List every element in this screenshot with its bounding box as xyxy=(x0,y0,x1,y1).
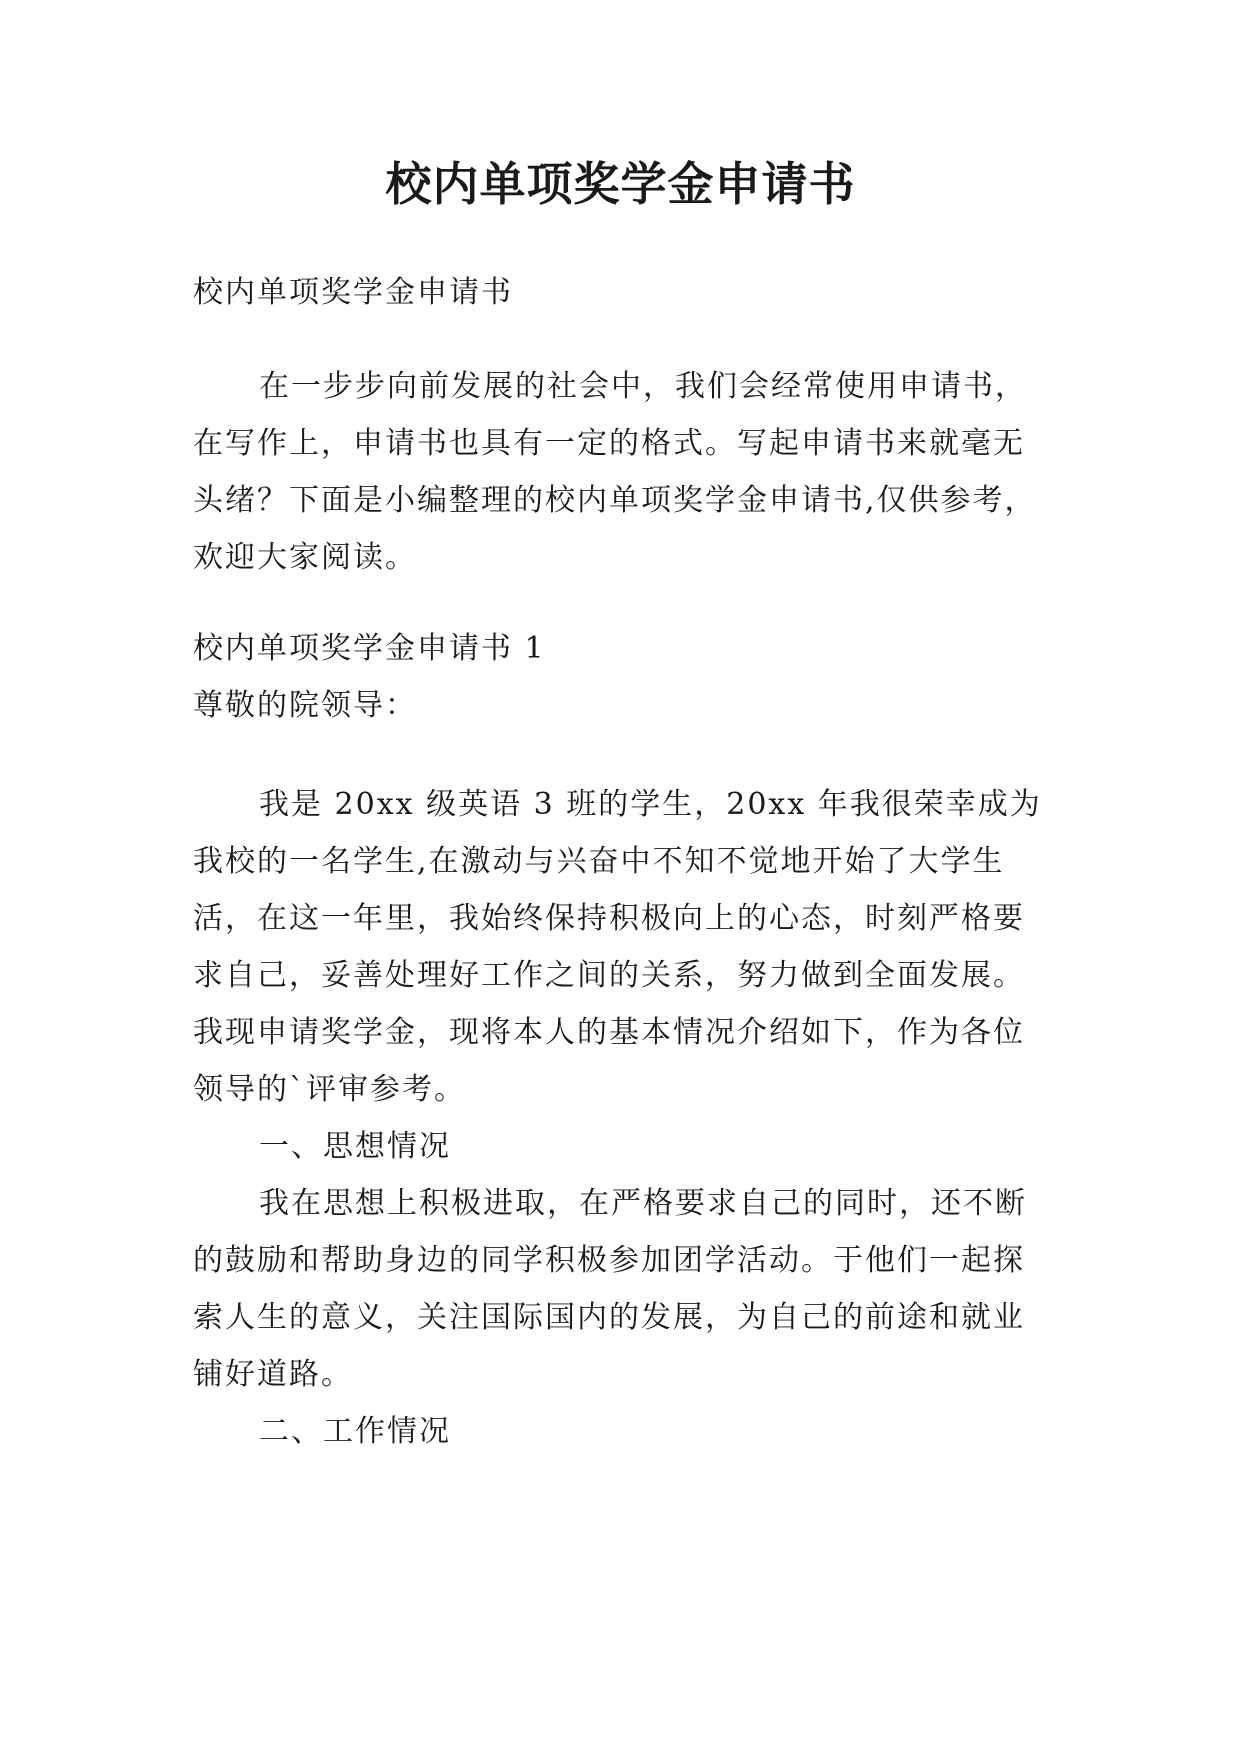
section1-heading: 校内单项奖学金申请书 1 xyxy=(193,631,546,666)
intro-paragraph: 在一步步向前发展的社会中，我们会经常使用申请书，在写作上，申请书也具有一定的格式。写起申请书来就毫无头绪？下面是小编整理的校内单项奖学金申请书,仅供参考，欢迎大家阅读。 xyxy=(193,369,1037,575)
heading-work: 二、工作情况 xyxy=(259,1414,451,1449)
intro-block xyxy=(193,358,1051,586)
document-title: 校内单项奖学金申请书 xyxy=(385,157,856,211)
document-subtitle: 校内单项奖学金申请书 xyxy=(193,275,513,310)
document-subtitle-block xyxy=(193,264,1051,321)
body-block xyxy=(193,776,1051,1460)
heading-thought: 一、思想情况 xyxy=(259,1129,451,1164)
paragraph-thought: 我在思想上积极进取，在严格要求自己的同时，还不断的鼓励和帮助身边的同学积极参加团学活动。于他们一起探索人生的意义，关注国际国内的发展，为自己的前途和就业铺好道路。 xyxy=(193,1186,1027,1392)
paragraph-self-introduction: 我是 20xx 级英语 3 班的学生，20xx 年我很荣幸成为我校的一名学生,在激动与兴奋中不知不觉地开始了大学生活，在这一年里，我始终保持积极向上的心态，时刻严格要求自己，妥善处理好工作之间的关系，努力做到全面发展。我现申请奖学金，现将本人的基本情况介绍如下，作为各位领导的`评审参考。 xyxy=(193,787,1042,1107)
salutation: 尊敬的院领导： xyxy=(193,688,417,723)
section1-block xyxy=(193,620,1051,734)
